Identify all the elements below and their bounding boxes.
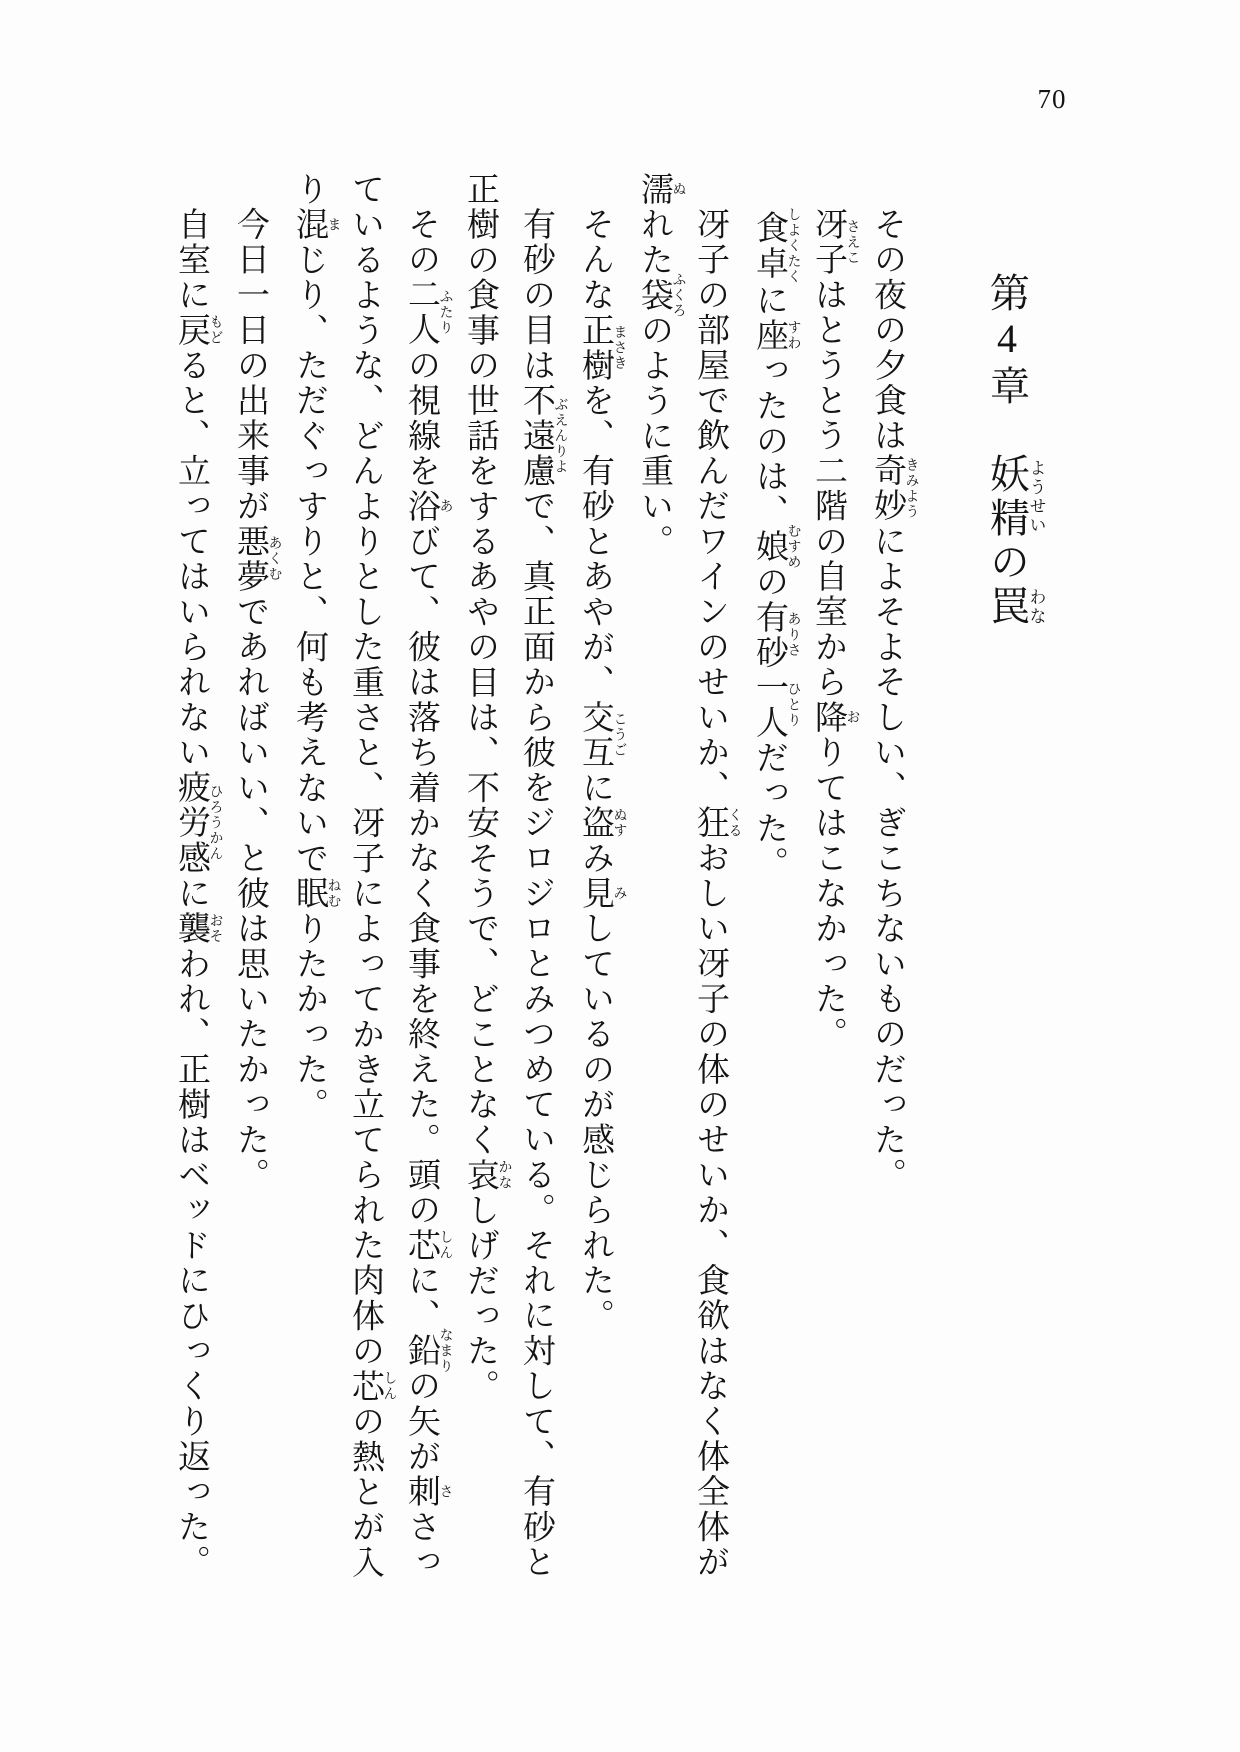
paragraph: 冴子さえこはとうとう二階の自室から降おりてはこなかった。 [810, 207, 860, 1052]
paragraph: 冴子の部屋で飲んだワインのせいか、狂くるおしい冴子の体のせいか、食欲はなく体全体が濡ぬれた袋ふくろのように重い。 [636, 172, 742, 1580]
paragraph: 食卓しよくたくに座すわったのは、娘むすめの有砂ありさ一人ひとりだった。 [751, 207, 801, 882]
page-number: 70 [1037, 84, 1067, 114]
paragraph: その二人ふたりの視線を浴あびて、彼は落ち着かなく食事を終えた。頭の芯しんに、鉛なまりの矢が刺ささっているような、どんよりとした重さと、冴子によってかき立てられた肉体の芯しんの熱とが入り混まじり、ただぐっすりと、何も考えないで眠ねむりたかった。 [291, 172, 453, 1581]
paragraph: その夜の夕食は奇妙きみようによそよそしい、ぎこちないものだった。 [869, 207, 919, 1193]
body-text [163, 172, 918, 1592]
paragraph: 今日一日の出来事が悪夢あくむであればいい、と彼は思いたかった。 [232, 207, 282, 1193]
chapter-title: 第4章 妖精ようせいの罠わな [984, 272, 1046, 629]
paragraph: 自室に戻もどると、立ってはいられない疲労感ひろうかんに襲おそわれ、正樹はベッドにひっくり返った。 [173, 207, 223, 1580]
paragraph: そんな正樹まさきを、有砂とあやが、交互こうごに盗ぬすみ見みしているのが感じられた。 [577, 207, 627, 1334]
paragraph: 有砂の目は不遠慮ぶえんりよで、真正面から彼をジロジロとみつめている。それに対して、有砂と正樹の食事の世話をするあやの目は、不安そうで、どことなく哀かなしげだった。 [462, 172, 568, 1580]
